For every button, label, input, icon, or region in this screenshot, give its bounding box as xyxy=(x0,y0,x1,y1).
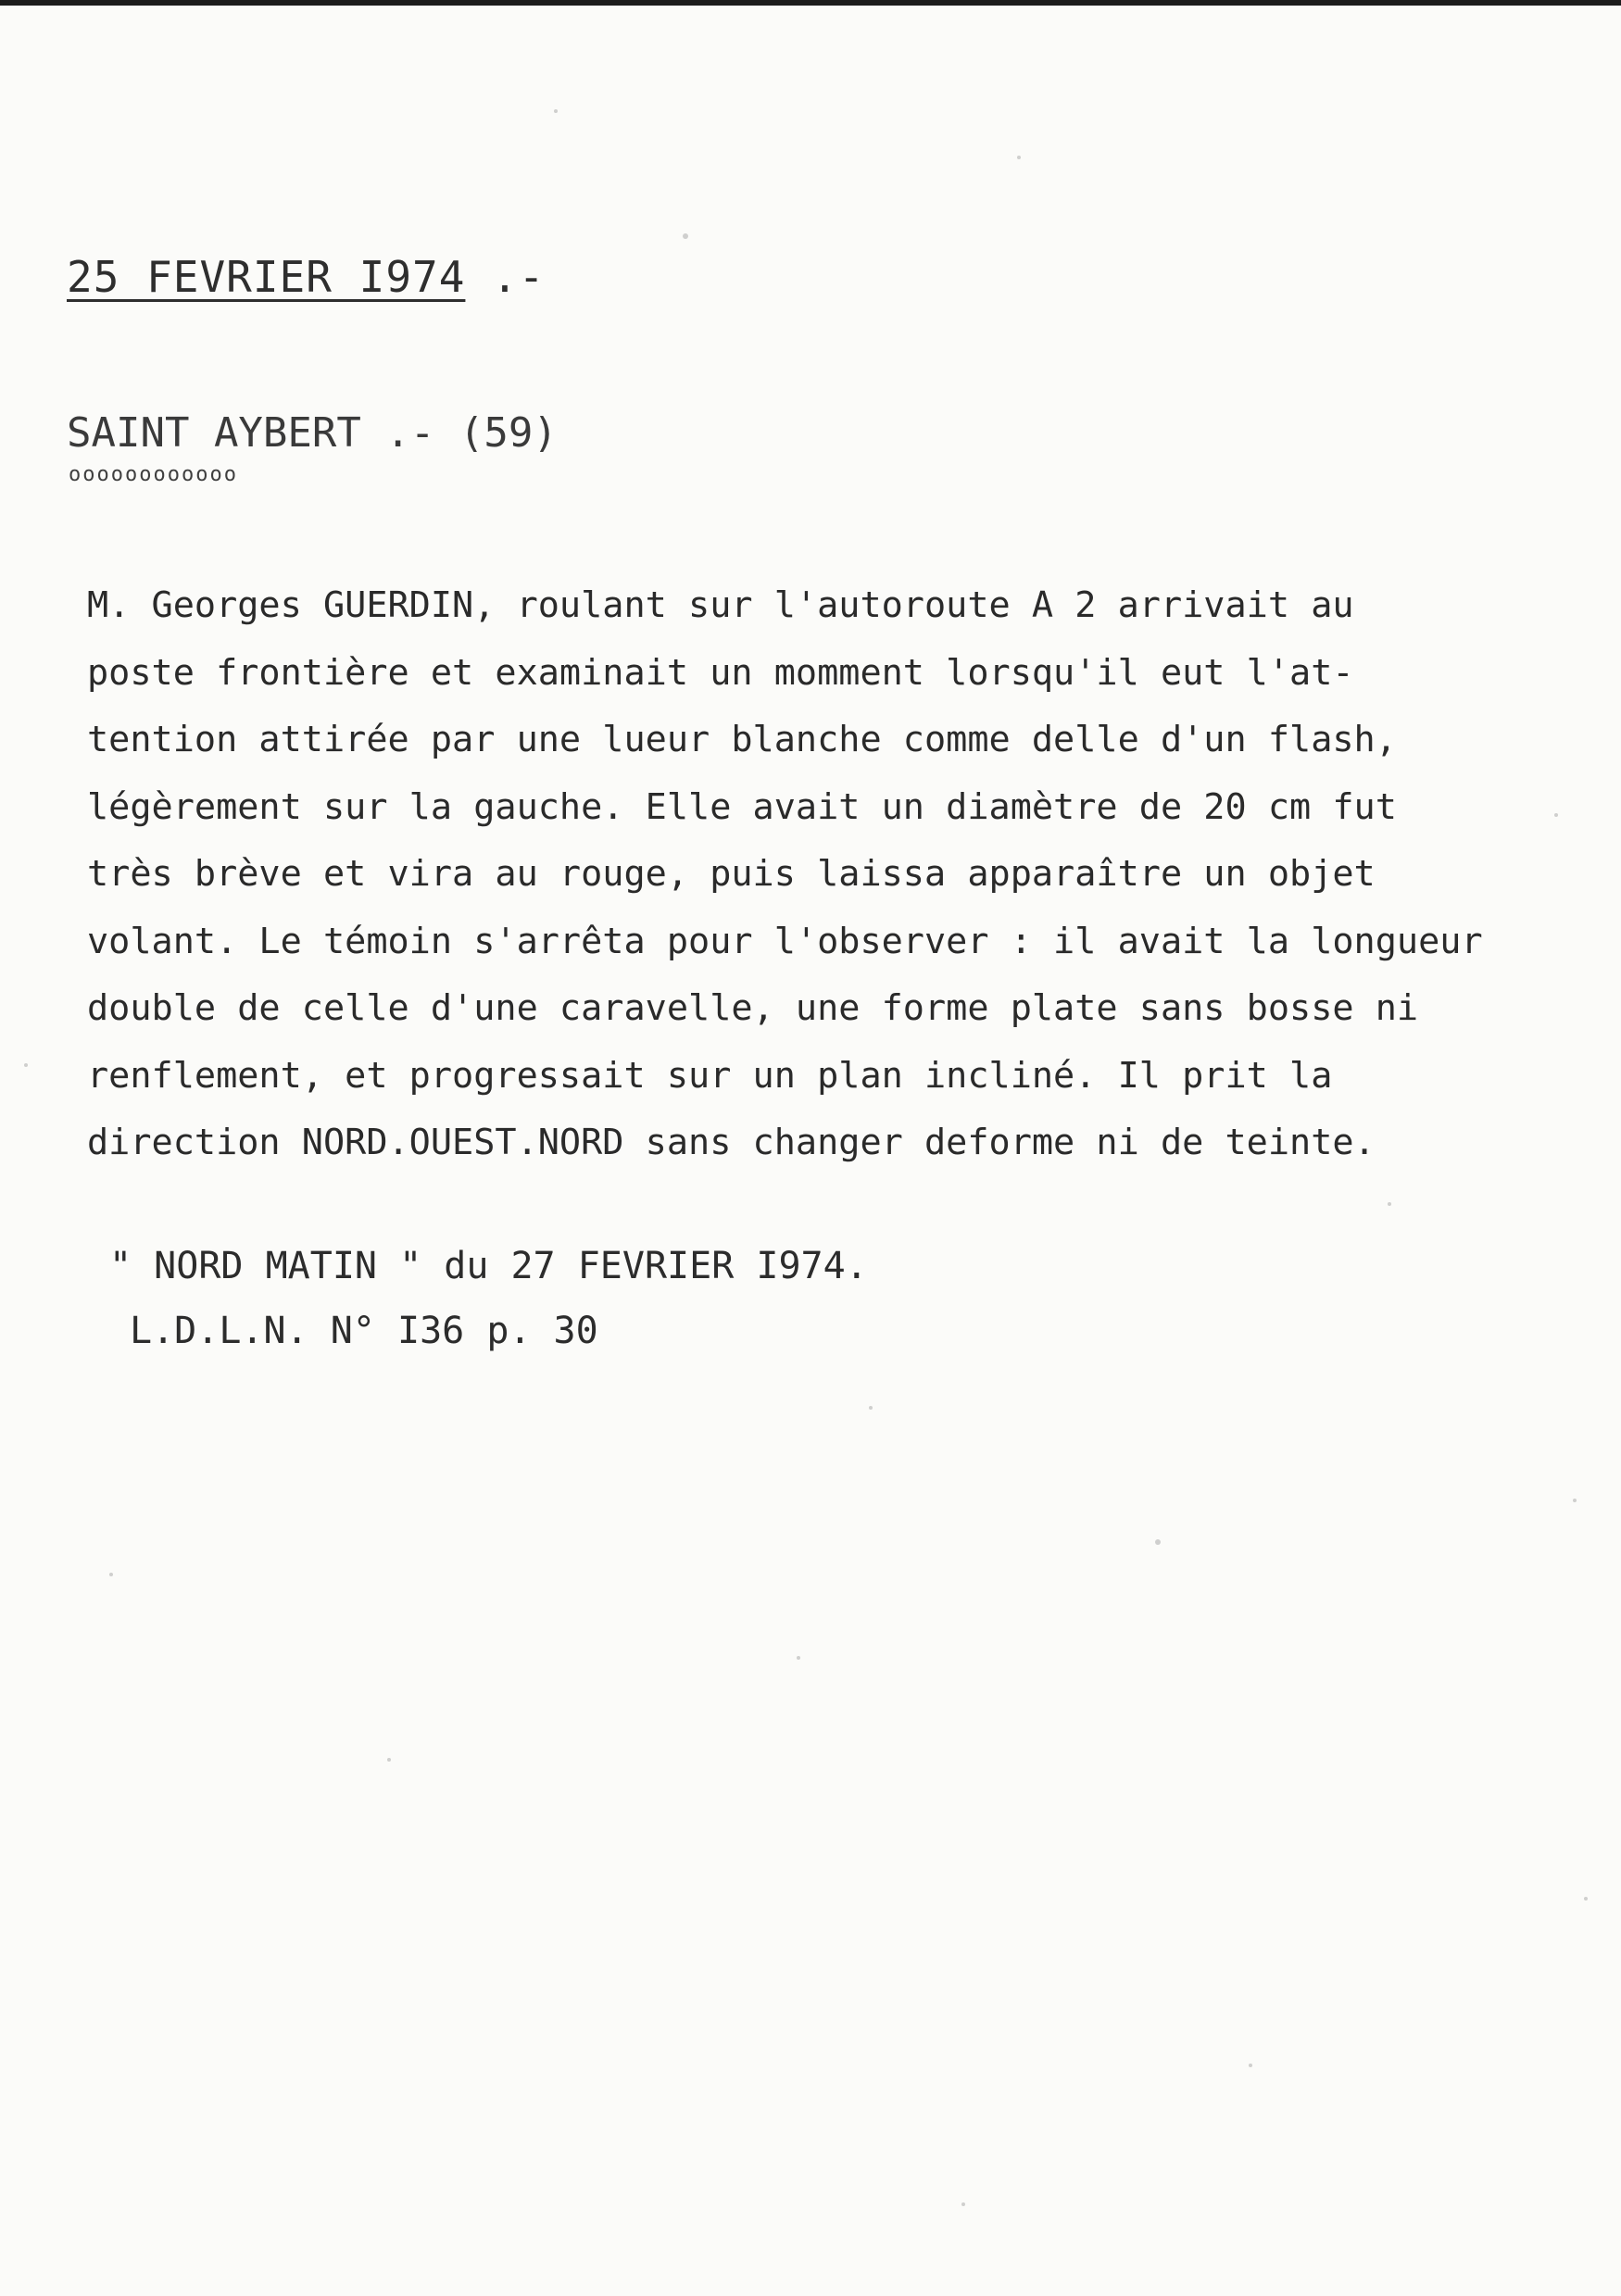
report-body xyxy=(87,572,1588,1177)
entry-date xyxy=(67,252,546,302)
body-line: volant. Le témoin s'arrêta pour l'observer : il avait la longueur xyxy=(87,920,1483,962)
location-heading: SAINT AYBERT .- (59) xyxy=(67,409,558,457)
entry-date-suffix: .- xyxy=(465,252,546,302)
source-citation xyxy=(109,1234,868,1363)
location-underline: oooooooooooo xyxy=(69,463,238,486)
body-line: double de celle d'une caravelle, une forme plate sans bosse ni xyxy=(87,987,1419,1029)
source-newspaper: " NORD MATIN " du 27 FEVRIER I974. xyxy=(109,1245,868,1287)
body-line: M. Georges GUERDIN, roulant sur l'autoroute A 2 arrivait au xyxy=(87,584,1354,626)
source-reference: L.D.L.N. N° I36 p. 30 xyxy=(130,1310,598,1352)
body-line: tention attirée par une lueur blanche comme delle d'un flash, xyxy=(87,719,1397,760)
body-line: très brève et vira au rouge, puis laissa apparaître un objet xyxy=(87,853,1376,895)
body-line: légèrement sur la gauche. Elle avait un diamètre de 20 cm fut xyxy=(87,785,1397,828)
body-line: direction NORD.OUEST.NORD sans changer deforme ni de teinte. xyxy=(87,1122,1376,1163)
top-border xyxy=(0,0,1621,6)
entry-date-text: 25 FEVRIER I974 xyxy=(67,252,466,302)
body-line: poste frontière et examinait un momment lorsqu'il eut l'at- xyxy=(87,651,1354,694)
body-line: renflement, et progressait sur un plan incliné. Il prit la xyxy=(87,1054,1333,1097)
